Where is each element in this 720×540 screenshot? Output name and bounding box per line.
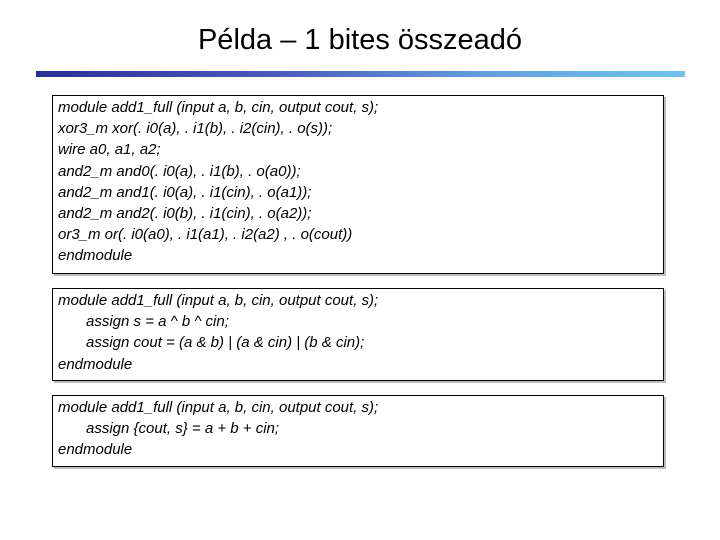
code-line: and2_m and0(. i0(a), . i1(b), . o(a0)); [58,162,301,180]
code-block-behavioral [52,395,664,467]
code-line: endmodule [58,247,133,265]
code-line: assign cout = (a & b) | (a & cin) | (b & cin); [86,334,365,352]
code-line: xor3_m xor(. i0(a), . i1(b), . i2(cin), . o(s)); [58,120,333,138]
code-line: endmodule [58,355,133,373]
code-line: assign {cout, s} = a + b + cin; [86,420,280,438]
code-line: assign s = a ^ b ^ cin; [86,313,229,331]
code-line: module add1_full (input a, b, cin, output cout, s); [58,99,379,116]
code-line: and2_m and1(. i0(a), . i1(cin), . o(a1)); [58,183,312,201]
code-line: and2_m and2(. i0(b), . i1(cin), . o(a2)); [58,205,312,223]
code-line: endmodule [58,441,133,459]
code-line: module add1_full (input a, b, cin, output cout, s); [58,292,379,309]
title-underline-bar [36,71,685,77]
code-block-structural [52,95,664,274]
slide-title: Példa – 1 bites összeadó [197,24,523,56]
code-line: or3_m or(. i0(a0), . i1(a1), . i2(a2) , . o(cout)) [58,226,353,244]
code-line: wire a0, a1, a2; [58,141,161,159]
code-block-dataflow [52,288,664,381]
code-line: module add1_full (input a, b, cin, output cout, s); [58,399,379,416]
